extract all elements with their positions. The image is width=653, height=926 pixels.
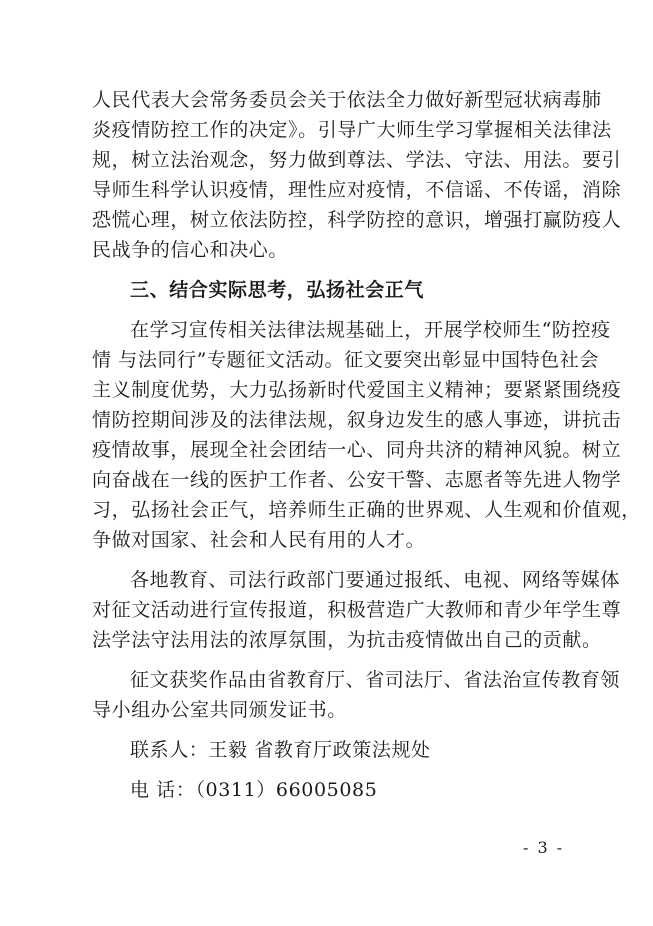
body-line: 在学习宣传相关法律法规基础上，开展学校师生“防控疫 xyxy=(130,319,611,341)
body-line: 疫情故事，展现全社会团结一心、同舟共济的精神风貌。树立 xyxy=(92,439,622,461)
body-line: 对征文活动进行宣传报道，积极营造广大教师和青少年学生尊 xyxy=(92,599,622,621)
body-line: 情 与法同行”专题征文活动。征文要突出彰显中国特色社会 xyxy=(92,349,599,371)
body-line: 争做对国家、社会和人民有用的人才。 xyxy=(92,529,426,551)
contact-person: 联系人：王毅 省教育厅政策法规处 xyxy=(130,739,431,761)
contact-phone: 电 话：（0311）66005085 xyxy=(130,779,378,801)
body-line: 导小组办公室共同颁发证书。 xyxy=(92,699,347,721)
section-heading: 三、结合实际思考，弘扬社会正气 xyxy=(130,279,425,301)
page-number: - 3 - xyxy=(523,838,565,857)
body-line: 主义制度优势，大力弘扬新时代爱国主义精神；要紧紧围绕疫 xyxy=(92,379,622,401)
body-line: 人民代表大会常务委员会关于依法全力做好新型冠状病毒肺 xyxy=(92,89,602,111)
body-line: 民战争的信心和决心。 xyxy=(92,239,289,261)
body-line: 各地教育、司法行政部门要通过报纸、电视、网络等媒体 xyxy=(130,569,621,591)
body-line: 法学法守法用法的浓厚氛围，为抗击疫情做出自己的贡献。 xyxy=(92,629,602,651)
body-line: 习，弘扬社会正气，培养师生正确的世界观、人生观和价值观， xyxy=(92,499,641,521)
body-line: 导师生科学认识疫情，理性应对疫情，不信谣、不传谣，消除 xyxy=(92,179,622,201)
body-line: 炎疫情防控工作的决定》。引导广大师生学习掌握相关法律法 xyxy=(92,119,612,141)
body-line: 情防控期间涉及的法律法规，叙身边发生的感人事迹，讲抗击 xyxy=(92,409,622,431)
body-line: 征文获奖作品由省教育厅、省司法厅、省法治宣传教育领 xyxy=(130,669,621,691)
body-line: 恐慌心理，树立依法防控，科学防控的意识，增强打赢防疫人 xyxy=(92,209,622,231)
body-line: 规，树立法治观念，努力做到尊法、学法、守法、用法。要引 xyxy=(92,149,622,171)
body-line: 向奋战在一线的医护工作者、公安干警、志愿者等先进人物学 xyxy=(92,469,622,491)
